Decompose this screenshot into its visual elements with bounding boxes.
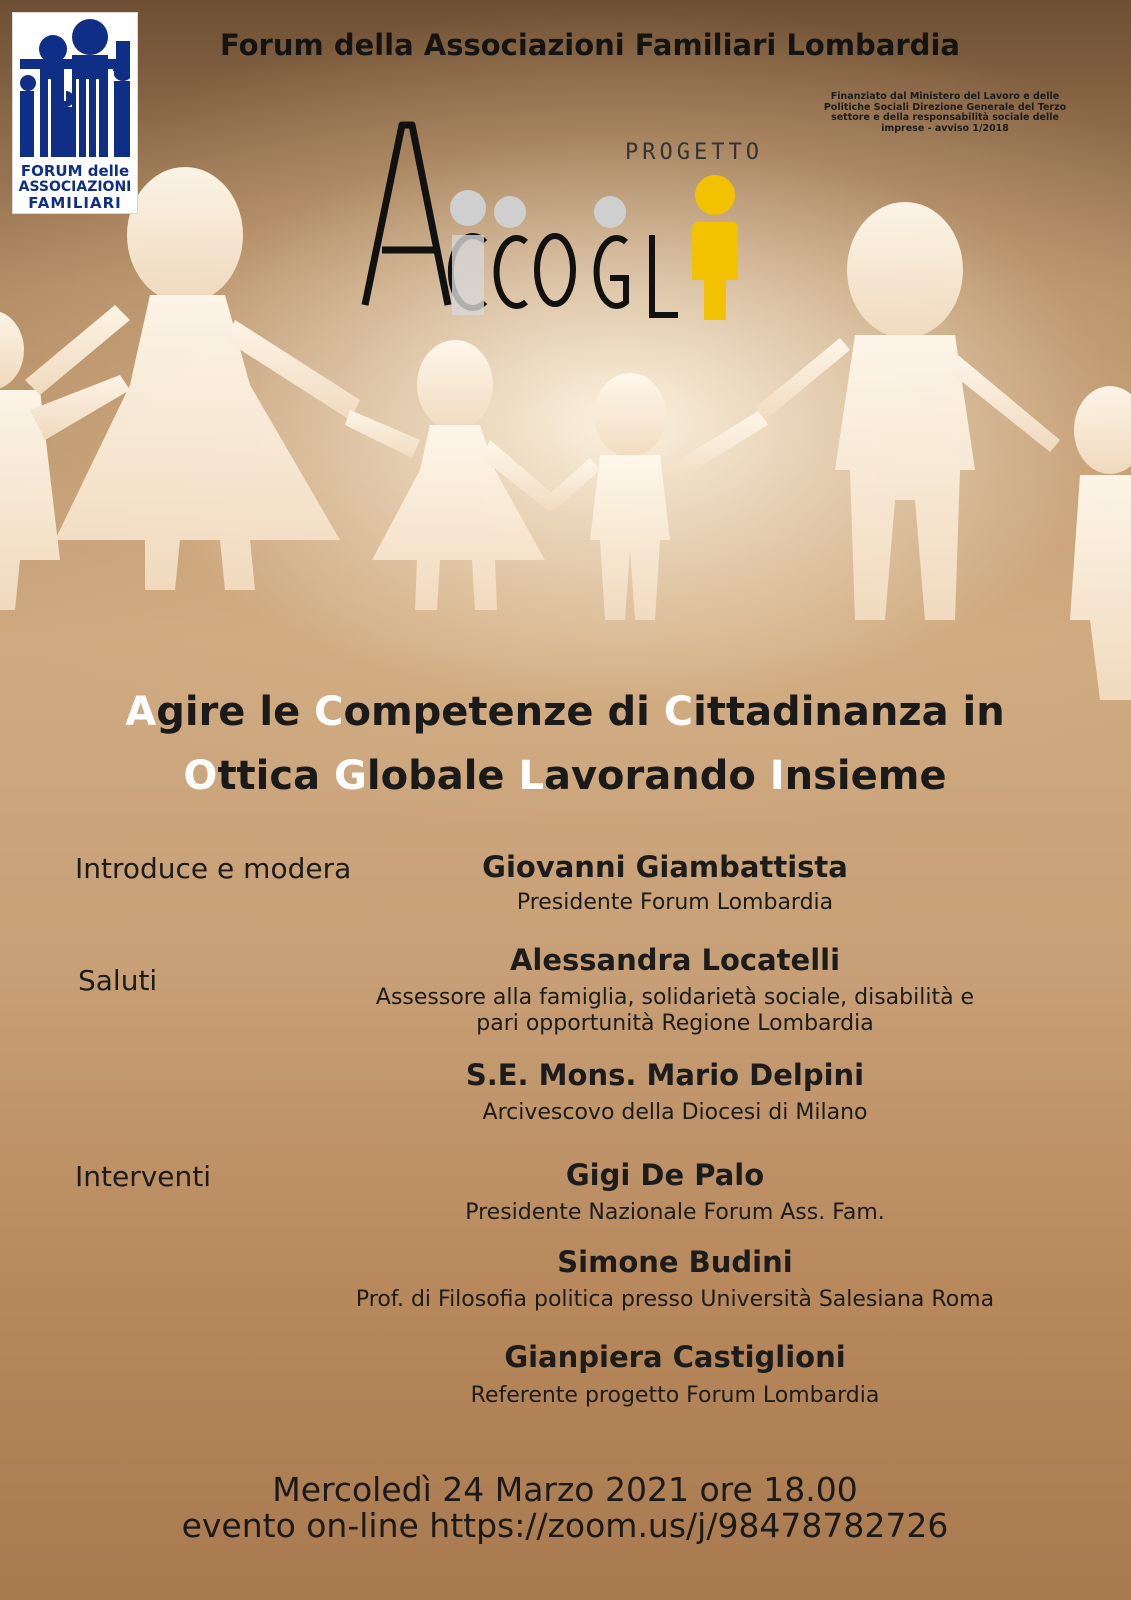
- event-link[interactable]: evento on-line https://zoom.us/j/98478782726: [181, 1506, 949, 1545]
- label-saluti: Saluti: [78, 964, 158, 997]
- headline-text: lobale: [366, 753, 519, 799]
- accogli-logo: [360, 120, 760, 340]
- headline-text: ompetenze di: [343, 689, 664, 735]
- speaker-role: Prof. di Filosofia politica presso Università Salesiana Roma: [355, 1287, 995, 1312]
- headline-text: gire le: [156, 689, 315, 735]
- headline-initial: L: [518, 753, 544, 799]
- headline-line2: [40, 744, 1090, 808]
- progetto-label: PROGETTO: [625, 140, 763, 165]
- headline-initial: I: [769, 753, 785, 799]
- speaker-role-cont: pari opportunità Regione Lombardia: [476, 1011, 874, 1036]
- headline-text: ttica: [217, 753, 335, 799]
- logo-text-line3: FAMILIARI: [28, 194, 122, 212]
- label-interventi: Interventi: [75, 1160, 212, 1193]
- speaker-name: Giovanni Giambattista: [482, 850, 848, 884]
- speaker-role: Referente progetto Forum Lombardia: [470, 1383, 880, 1408]
- headline-text: nsieme: [784, 753, 947, 799]
- forum-logo: [12, 12, 138, 214]
- headline-text: ittadinanza in: [693, 689, 1005, 735]
- speaker-role: Presidente Forum Lombardia: [516, 890, 834, 915]
- speaker-name: Alessandra Locatelli: [509, 943, 841, 977]
- label-introduce: Introduce e modera: [75, 852, 352, 885]
- speaker-role: Presidente Nazionale Forum Ass. Fam.: [465, 1200, 885, 1225]
- headline-initial: O: [183, 753, 218, 799]
- headline-initial: C: [663, 689, 694, 735]
- organization-title: Forum della Associazioni Familiari Lombardia: [220, 28, 960, 62]
- headline-initial: C: [314, 689, 344, 735]
- speaker-role: Arcivescovo della Diocesi di Milano: [482, 1100, 868, 1125]
- headline-line1: [40, 680, 1090, 744]
- speaker-name: S.E. Mons. Mario Delpini: [465, 1058, 865, 1092]
- headline-initial: A: [125, 689, 157, 735]
- headline-initial: G: [334, 753, 367, 799]
- family-logo-icon: [20, 19, 130, 157]
- logo-text-line2: ASSOCIAZIONI: [18, 179, 132, 195]
- speaker-name: Gianpiera Castiglioni: [504, 1340, 846, 1374]
- logo-text-line1: FORUM delle: [20, 162, 130, 180]
- speaker-name: Gigi De Palo: [565, 1158, 765, 1192]
- headline-text: avorando: [543, 753, 770, 799]
- speaker-role: Assessore alla famiglia, solidarietà sociale, disabilità e: [375, 985, 975, 1010]
- event-date: Mercoledì 24 Marzo 2021 ore 18.00: [272, 1470, 858, 1509]
- speaker-name: Simone Budini: [557, 1245, 793, 1279]
- event-headline: [40, 680, 1090, 808]
- funding-note: Finanziato dal Ministero del Lavoro e delle Politiche Sociali Direzione Generale del Terzo settore e della responsabilità sociale delle imprese - avviso 1/2018: [823, 91, 1067, 134]
